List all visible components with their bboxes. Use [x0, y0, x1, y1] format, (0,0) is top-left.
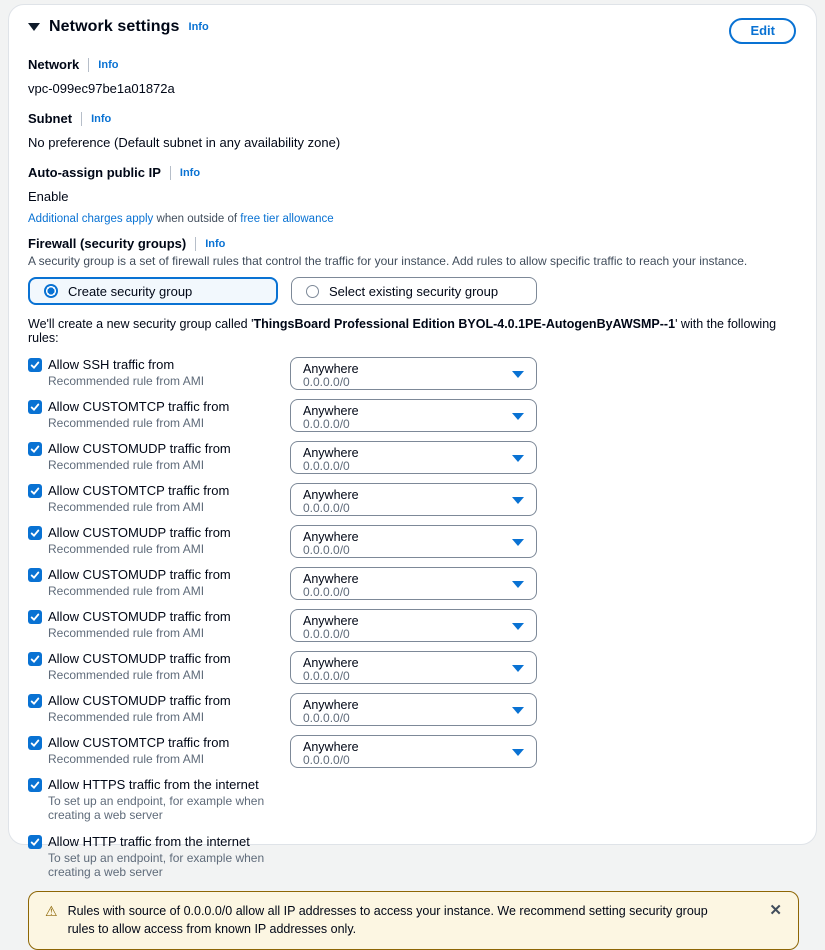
checkmark-icon [30, 738, 40, 748]
rule-checkbox[interactable] [28, 610, 42, 624]
network-settings-panel [8, 4, 817, 936]
rule-label: Allow CUSTOMTCP traffic from [48, 399, 230, 414]
dropdown-selected-value: Anywhere [303, 698, 359, 712]
dropdown-selected-value: Anywhere [303, 572, 359, 586]
checkmark-icon [30, 444, 40, 454]
create-security-group-option[interactable] [28, 277, 278, 305]
chevron-down-icon [512, 749, 524, 756]
dropdown-selected-value: Anywhere [303, 362, 359, 376]
dropdown-selected-value: Anywhere [303, 530, 359, 544]
dropdown-selected-value: Anywhere [303, 740, 359, 754]
checkmark-icon [30, 360, 40, 370]
source-dropdown[interactable] [290, 609, 537, 642]
warning-alert [28, 891, 799, 950]
security-group-rule-row [28, 399, 796, 432]
radio-unselected-icon [306, 285, 319, 298]
panel-info-link[interactable]: Info [188, 21, 209, 33]
charges-note [28, 213, 796, 225]
rule-description: Recommended rule from AMI [48, 458, 205, 472]
rule-label: Allow CUSTOMTCP traffic from [48, 735, 230, 750]
firewall-label: Firewall (security groups) [28, 236, 187, 251]
firewall-description: A security group is a set of firewall rules that control the traffic for your instance. Add rules to allow specific traffic to reach your instance. [28, 254, 748, 268]
source-dropdown[interactable] [290, 357, 537, 390]
rule-checkbox[interactable] [28, 526, 42, 540]
rule-checkbox[interactable] [28, 694, 42, 708]
rule-label: Allow CUSTOMUDP traffic from [48, 609, 231, 624]
close-icon[interactable]: ✕ [769, 902, 782, 919]
checkmark-icon [30, 654, 40, 664]
source-dropdown[interactable] [290, 399, 537, 432]
warning-triangle-icon: ⚠ [45, 903, 58, 919]
network-value: vpc-099ec97be1a01872a [28, 81, 175, 96]
dropdown-selected-value: Anywhere [303, 404, 359, 418]
security-group-rule-row [28, 441, 796, 474]
dropdown-selected-value: Anywhere [303, 488, 359, 502]
rule-label: Allow HTTPS traffic from the internet [48, 777, 259, 792]
firewall-info-link[interactable]: Info [205, 237, 226, 250]
rule-description: Recommended rule from AMI [48, 500, 205, 514]
chevron-down-icon [512, 707, 524, 714]
source-dropdown[interactable] [290, 441, 537, 474]
auto-assign-value: Enable [28, 189, 69, 204]
source-dropdown[interactable] [290, 567, 537, 600]
rule-label: Allow CUSTOMUDP traffic from [48, 525, 231, 540]
dropdown-cidr-value: 0.0.0.0/0 [303, 375, 350, 389]
sentence-suffix: ' with the following rules: [28, 317, 777, 345]
dropdown-cidr-value: 0.0.0.0/0 [303, 669, 350, 683]
security-group-rule-row [28, 483, 796, 516]
security-group-sentence [28, 317, 796, 345]
security-group-rule-row [28, 357, 796, 390]
security-group-rule-row [28, 567, 796, 600]
rule-checkbox[interactable] [28, 778, 42, 792]
select-existing-security-group-option[interactable] [291, 277, 537, 305]
radio-selected-icon [44, 284, 58, 298]
subnet-info-link[interactable]: Info [91, 112, 112, 125]
collapse-caret-icon[interactable] [28, 23, 40, 31]
rule-description: To set up an endpoint, for example when creating a web server [48, 851, 265, 879]
rule-label: Allow CUSTOMUDP traffic from [48, 651, 231, 666]
chevron-down-icon [512, 413, 524, 420]
dropdown-cidr-value: 0.0.0.0/0 [303, 711, 350, 725]
security-group-name: ThingsBoard Professional Edition BYOL-4.0.1PE-AutogenByAWSMP--1 [253, 317, 676, 331]
security-group-rule-row [28, 777, 796, 822]
rule-label: Allow SSH traffic from [48, 357, 175, 372]
chevron-down-icon [512, 497, 524, 504]
security-group-rule-row [28, 525, 796, 558]
warning-message: Rules with source of 0.0.0.0/0 allow all IP addresses to access your instance. We recommend setting security group rules to allow access from known IP addresses only. [67, 904, 708, 936]
dropdown-cidr-value: 0.0.0.0/0 [303, 459, 350, 473]
chevron-down-icon [512, 623, 524, 630]
dropdown-selected-value: Anywhere [303, 446, 359, 460]
rule-label: Allow CUSTOMUDP traffic from [48, 441, 231, 456]
rule-checkbox[interactable] [28, 484, 42, 498]
rule-description: Recommended rule from AMI [48, 416, 205, 430]
checkmark-icon [30, 402, 40, 412]
dropdown-cidr-value: 0.0.0.0/0 [303, 501, 350, 515]
sentence-prefix: We'll create a new security group called ' [28, 317, 254, 331]
network-info-link[interactable]: Info [98, 58, 119, 71]
label-divider [81, 112, 82, 126]
checkmark-icon [30, 696, 40, 706]
rule-checkbox[interactable] [28, 442, 42, 456]
auto-assign-info-link[interactable]: Info [179, 166, 201, 179]
source-dropdown[interactable] [290, 693, 537, 726]
rule-description: Recommended rule from AMI [48, 710, 205, 724]
label-divider [88, 58, 89, 72]
free-tier-allowance-link[interactable]: free tier allowance [240, 213, 334, 225]
rule-checkbox[interactable] [28, 358, 42, 372]
rule-description: To set up an endpoint, for example when creating a web server [48, 794, 265, 822]
dropdown-cidr-value: 0.0.0.0/0 [303, 753, 350, 767]
security-group-rule-row [28, 735, 796, 768]
rule-description: Recommended rule from AMI [48, 584, 205, 598]
rule-description: Recommended rule from AMI [48, 626, 205, 640]
rule-label: Allow HTTP traffic from the internet [48, 834, 250, 849]
network-label: Network [28, 57, 80, 72]
dropdown-cidr-value: 0.0.0.0/0 [303, 585, 350, 599]
edit-button[interactable]: Edit [729, 18, 796, 44]
source-dropdown[interactable] [290, 525, 537, 558]
dropdown-cidr-value: 0.0.0.0/0 [303, 627, 350, 641]
select-existing-security-group-label: Select existing security group [329, 283, 499, 299]
rule-description: Recommended rule from AMI [48, 542, 205, 556]
rule-description: Recommended rule from AMI [48, 668, 205, 682]
dropdown-cidr-value: 0.0.0.0/0 [303, 543, 350, 557]
checkmark-icon [30, 780, 40, 790]
rule-description: Recommended rule from AMI [48, 752, 205, 766]
rule-label: Allow CUSTOMTCP traffic from [48, 483, 230, 498]
checkmark-icon [30, 612, 40, 622]
subnet-value: No preference (Default subnet in any availability zone) [28, 135, 341, 150]
additional-charges-link[interactable]: Additional charges apply [28, 213, 154, 225]
chevron-down-icon [512, 371, 524, 378]
dropdown-selected-value: Anywhere [303, 656, 359, 670]
label-divider [195, 237, 196, 251]
security-group-rule-row [28, 693, 796, 726]
rule-checkbox[interactable] [28, 400, 42, 414]
subnet-label: Subnet [28, 111, 73, 126]
security-group-rule-row [28, 651, 796, 684]
rule-checkbox[interactable] [28, 568, 42, 582]
security-group-rules [28, 357, 796, 879]
source-dropdown[interactable] [290, 483, 537, 516]
checkmark-icon [30, 837, 40, 847]
panel-header [28, 18, 796, 44]
rule-checkbox[interactable] [28, 652, 42, 666]
security-group-mode-options [28, 277, 796, 305]
chevron-down-icon [512, 539, 524, 546]
checkmark-icon [30, 570, 40, 580]
rule-checkbox[interactable] [28, 835, 42, 849]
chevron-down-icon [512, 581, 524, 588]
dropdown-cidr-value: 0.0.0.0/0 [303, 417, 350, 431]
chevron-down-icon [512, 455, 524, 462]
checkmark-icon [30, 528, 40, 538]
security-group-rule-row [28, 609, 796, 642]
security-group-rule-row [28, 834, 796, 879]
rule-checkbox[interactable] [28, 736, 42, 750]
dropdown-selected-value: Anywhere [303, 614, 359, 628]
source-dropdown[interactable] [290, 735, 537, 768]
chevron-down-icon [512, 665, 524, 672]
source-dropdown[interactable] [290, 651, 537, 684]
label-divider [170, 166, 171, 180]
checkmark-icon [30, 486, 40, 496]
create-security-group-label: Create security group [68, 283, 193, 299]
panel-title: Network settings [49, 18, 180, 35]
auto-assign-public-ip-label: Auto-assign public IP [28, 165, 161, 180]
rule-label: Allow CUSTOMUDP traffic from [48, 693, 231, 708]
charges-middle-text: when outside of [156, 213, 238, 225]
rule-label: Allow CUSTOMUDP traffic from [48, 567, 231, 582]
rule-description: Recommended rule from AMI [48, 374, 205, 388]
